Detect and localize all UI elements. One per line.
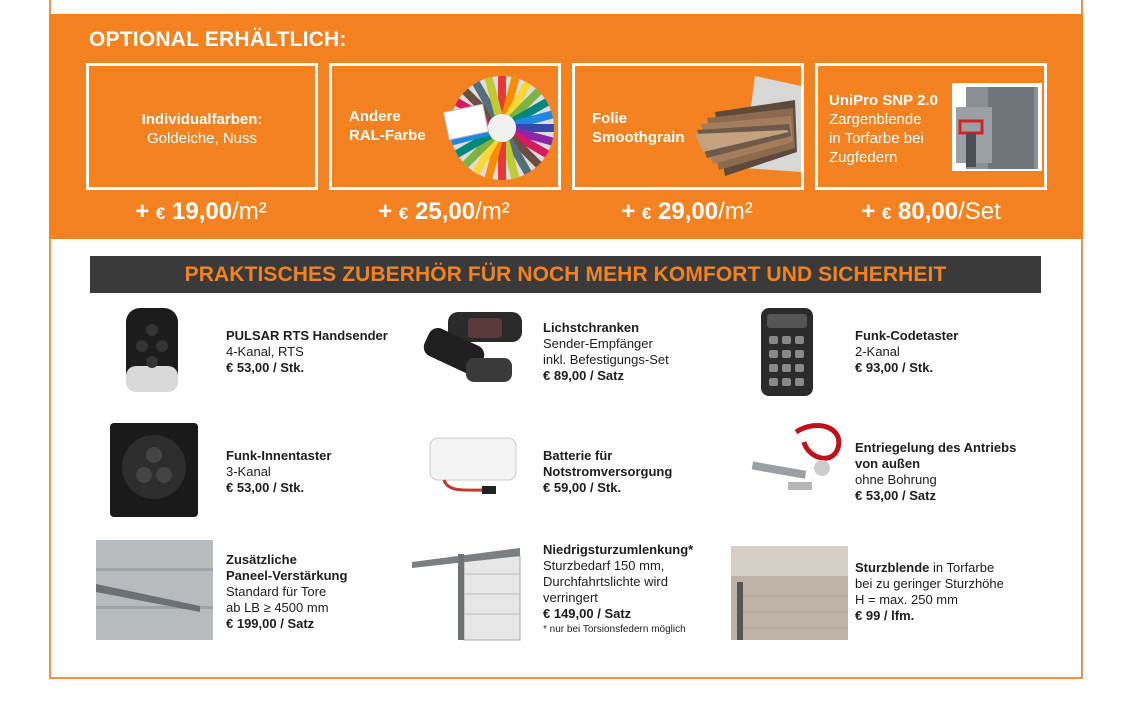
option-line: Zargenblende (829, 111, 922, 128)
wall-switch-image (108, 421, 200, 519)
accessories-title: PRAKTISCHES ZUBERHÖR FÜR NOCH MEHR KOMFORT UND SICHERHEIT (90, 256, 1041, 293)
low-headroom-kit-image (412, 544, 526, 642)
option-title: Folie (592, 110, 628, 127)
accessory-item: Lichstchranken Sender-Empfänger inkl. Befestigungs-Set € 89,00 / Satz (543, 320, 669, 383)
price-foil: + € 29,00/m² (621, 198, 753, 225)
option-title: Andere (349, 108, 401, 125)
option-subtitle: Goldeiche, Nuss (146, 130, 258, 147)
optional-title: OPTIONAL ERHÄLTLICH: (89, 28, 347, 51)
accessory-item: PULSAR RTS Handsender 4-Kanal, RTS € 53,00 / Stk. (226, 328, 388, 375)
accessory-item: Niedrigsturzumlenkung* Sturzbedarf 150 mm, Durchfahrtslichte wird verringert € 149,00 / Satz * nur bei Torsionsfedern möglich (543, 542, 693, 638)
lintel-cover-image (731, 546, 848, 640)
price-individual-colors: + € 19,00/m² (135, 198, 267, 225)
option-line: in Torfarbe bei (829, 130, 924, 147)
emergency-release-image (748, 418, 846, 510)
accessory-item: Sturzblende in Torfarbe bei zu geringer Sturzhöhe H = max. 250 mm € 99 / lfm. (855, 560, 1004, 623)
option-ral-color (329, 63, 561, 190)
photocell-image (420, 306, 524, 392)
option-subtitle: Smoothgrain (592, 129, 685, 146)
battery-image (424, 434, 522, 500)
price-ral-color: + € 25,00/m² (378, 198, 510, 225)
price-unipro: + € 80,00/Set (861, 198, 1001, 225)
footnote: * nur bei Torsionsfedern möglich (543, 624, 686, 635)
frame-cover-image (952, 83, 1042, 171)
option-title: UniPro SNP 2.0 (829, 92, 938, 109)
option-line: Zugfedern (829, 149, 898, 166)
option-unipro (815, 63, 1047, 190)
accessory-item: Entriegelung des Antriebs von außen ohne Bohrung € 53,00 / Satz (855, 440, 1017, 503)
option-foil (572, 63, 804, 190)
remote-control-image (122, 306, 182, 394)
panel-reinforcement-image (96, 540, 213, 640)
color-fan-image (438, 68, 558, 186)
foil-samples-image (695, 72, 801, 184)
accessory-item: Batterie für Notstromversorgung € 59,00 / Stk. (543, 448, 673, 495)
accessory-item: Funk-Innentaster 3-Kanal € 53,00 / Stk. (226, 448, 332, 495)
option-individual-colors (86, 63, 318, 190)
accessory-item: Zusätzliche Paneel-Verstärkung Standard für Tore ab LB ≥ 4500 mm € 199,00 / Satz (226, 552, 348, 631)
option-title: Individualfarben: (141, 111, 263, 128)
option-subtitle: RAL-Farbe (349, 127, 426, 144)
keypad-image (759, 306, 815, 398)
accessory-item: Funk-Codetaster 2-Kanal € 93,00 / Stk. (855, 328, 959, 375)
